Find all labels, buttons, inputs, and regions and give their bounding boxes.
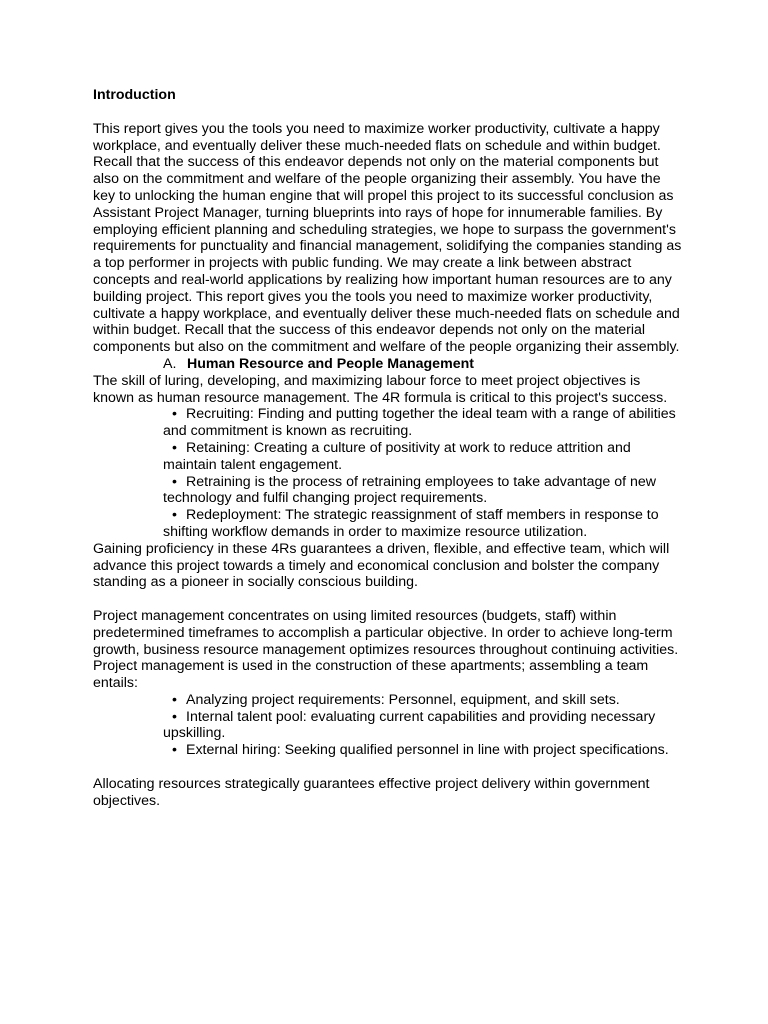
list-item — [163, 507, 683, 541]
list-item-text: Recruiting: Finding and putting together the ideal team with a range of abilities and commitment is known as recruiting. — [163, 406, 676, 440]
list-item — [163, 440, 683, 474]
bullet-icon: • — [172, 439, 177, 456]
bullet-icon: • — [172, 406, 177, 423]
introduction-heading: Introduction — [93, 87, 176, 103]
paragraph-spacer — [93, 759, 683, 776]
section-a-marker: A. — [163, 355, 177, 372]
bullet-icon: • — [172, 473, 177, 490]
team-assembly-list — [93, 692, 683, 759]
list-item — [163, 742, 683, 759]
list-item — [163, 474, 683, 508]
project-management-paragraph: Project management concentrates on using limited resources (budgets, staff) within predetermined timeframes to accomplish a particular objective. In order to achieve long-term growth, business resource management optimizes resources throughout continuing activities. Project management is used in the construction of these apartments; assembling a team entails: — [93, 607, 679, 692]
list-item — [163, 692, 683, 709]
list-item — [163, 406, 683, 440]
list-item-text: Retaining: Creating a culture of positivity at work to reduce attrition and maintain talent engagement. — [163, 439, 631, 473]
closing-paragraph: Allocating resources strategically guarantees effective project delivery within government objectives. — [93, 775, 650, 809]
list-item-text: Redeployment: The strategic reassignment of staff members in response to shifting workflow demands in order to maximize resource utilization. — [163, 507, 659, 540]
list-item-text: Analyzing project requirements: Personnel, equipment, and skill sets. — [186, 691, 620, 708]
list-item — [163, 709, 683, 743]
hr-paragraph: The skill of luring, developing, and maximizing labour force to meet project objectives is known as human resource management. The 4R formula is critical to this project's success. — [93, 372, 668, 406]
section-a-title: Human Resource and People Management — [187, 355, 474, 372]
four-r-list — [93, 406, 683, 540]
document-page — [93, 87, 683, 809]
bullet-icon: • — [172, 742, 177, 759]
intro-paragraph: This report gives you the tools you need to maximize worker productivity, cultivate a happy workplace, and eventually deliver these much-needed flats on schedule and within budget. Recall that the success of this endeavor depends not only on the material components but also on the commitment and welfare of the people organizing their assembly. You have the key to unlocking the human engine that will propel this project to its successful conclusion as Assistant Project Manager, turning blueprints into rays of hope for innumerable families. By employing efficient planning and scheduling strategies, we hope to surpass the government's requirements for punctuality and financial management, solidifying the companies standing as a top performer in projects with public funding. We may create a link between abstract concepts and real-world applications by realizing how important human resources are to any building project. This report gives you the tools you need to maximize worker productivity, cultivate a happy workplace, and eventually deliver these much-needed flats on schedule and within budget. Recall that the success of this endeavor depends not only on the material components but also on the commitment and welfare of the people organizing their assembly. — [93, 120, 682, 356]
bullet-icon: • — [172, 691, 177, 708]
bullet-icon: • — [172, 708, 177, 725]
list-item-text: External hiring: Seeking qualified personnel in line with project specifications. — [186, 742, 669, 759]
bullet-icon: • — [172, 507, 177, 524]
list-item-text: Retraining is the process of retraining employees to take advantage of new technology and fulfil changing project requirements. — [163, 473, 657, 507]
list-item-text: Internal talent pool: evaluating current capabilities and providing necessary upskilling. — [163, 708, 656, 742]
section-a-heading — [163, 356, 683, 373]
paragraph-spacer — [93, 591, 683, 608]
four-r-conclusion: Gaining proficiency in these 4Rs guarantees a driven, flexible, and effective team, which will advance this project towards a timely and economical conclusion and bolster the company standing as a pioneer in socially conscious building. — [93, 540, 670, 591]
